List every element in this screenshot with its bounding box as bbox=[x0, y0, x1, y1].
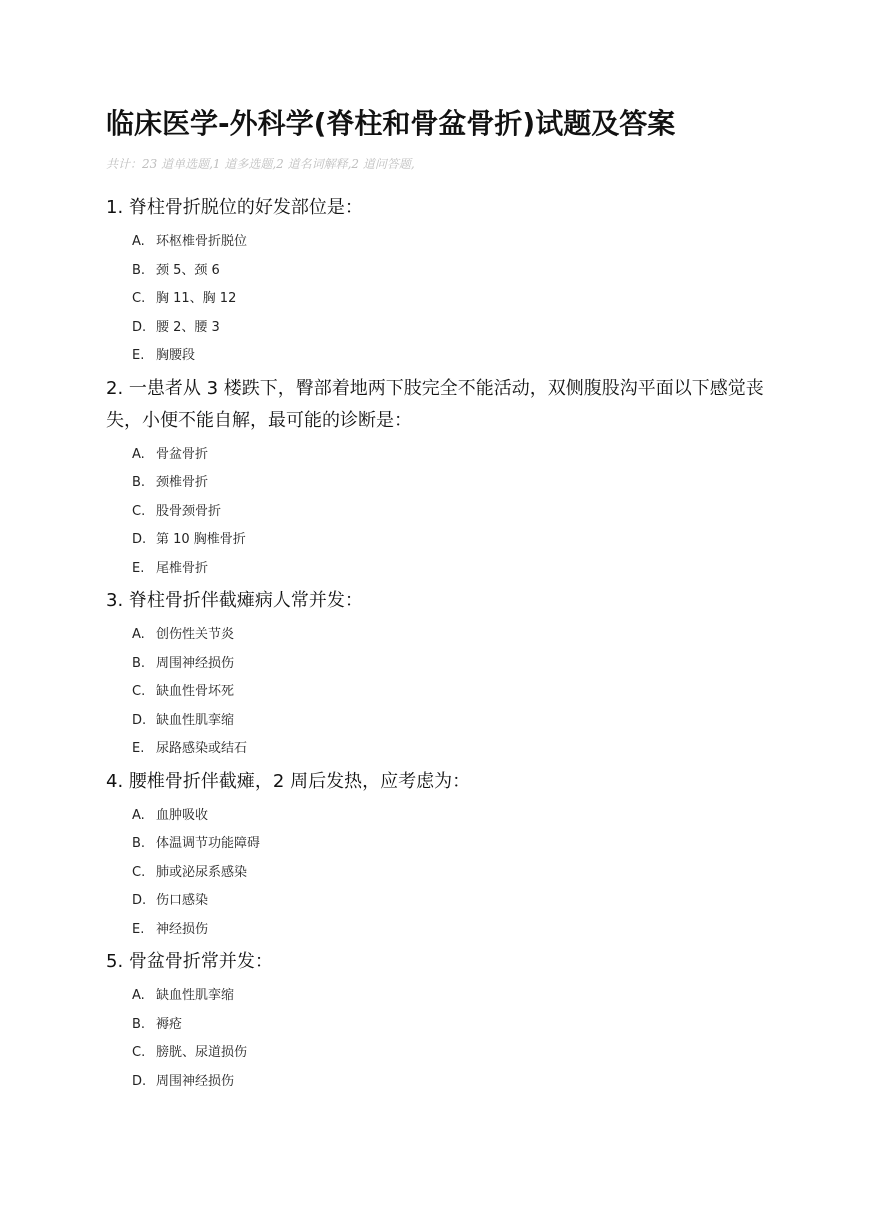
option-letter: B. bbox=[132, 475, 146, 490]
option-list bbox=[106, 228, 786, 371]
option-letter: D. bbox=[132, 1073, 147, 1089]
option-item bbox=[106, 830, 786, 859]
option-letter: D. bbox=[132, 532, 147, 547]
option-item bbox=[106, 441, 786, 470]
option-item bbox=[106, 621, 786, 650]
option-letter: D. bbox=[132, 893, 147, 908]
option-letter: A. bbox=[132, 988, 145, 1003]
option-item bbox=[106, 526, 786, 555]
question-item bbox=[106, 373, 786, 584]
option-text: 血肿吸收 bbox=[156, 807, 209, 823]
option-letter: E. bbox=[132, 741, 145, 756]
option-text: 周围神经损伤 bbox=[156, 1073, 235, 1089]
option-text: 膀胱、尿道损伤 bbox=[156, 1045, 248, 1060]
option-list bbox=[106, 441, 786, 584]
option-letter: C. bbox=[132, 291, 146, 306]
option-letter: B. bbox=[132, 836, 146, 851]
option-letter: B. bbox=[132, 655, 146, 671]
option-letter: C. bbox=[132, 503, 146, 519]
option-letter: D. bbox=[132, 712, 147, 728]
option-item bbox=[106, 1039, 786, 1068]
page-title: 临床医学-外科学(脊柱和骨盆骨折)试题及答案 bbox=[106, 107, 676, 140]
option-item bbox=[106, 342, 786, 371]
option-text: 胸腰段 bbox=[156, 348, 196, 363]
option-item bbox=[106, 498, 786, 527]
option-text: 第 10 胸椎骨折 bbox=[156, 532, 246, 547]
option-item bbox=[106, 228, 786, 257]
option-letter: E. bbox=[132, 348, 145, 363]
option-text: 颈 5、颈 6 bbox=[156, 262, 220, 278]
option-item bbox=[106, 285, 786, 314]
question-item bbox=[106, 585, 786, 764]
option-text: 缺血性肌挛缩 bbox=[156, 988, 235, 1003]
question-stem: 2. 一患者从 3 楼跌下，臀部着地两下肢完全不能活动，双侧腹股沟平面以下感觉丧失，小便不能自解，最可能的诊断是： bbox=[106, 377, 764, 431]
document-page bbox=[106, 104, 786, 1096]
option-item bbox=[106, 887, 786, 916]
option-text: 颈椎骨折 bbox=[156, 475, 209, 490]
option-letter: A. bbox=[132, 446, 145, 462]
question-stem: 4. 腰椎骨折伴截瘫，2 周后发热，应考虑为： bbox=[106, 770, 471, 792]
option-item bbox=[106, 650, 786, 679]
option-text: 褥疮 bbox=[156, 1016, 183, 1032]
option-text: 创伤性关节炎 bbox=[156, 627, 235, 642]
question-count-summary: 共计：23 道单选题,1 道多选题,2 道名词解释,2 道问答题, bbox=[106, 157, 415, 171]
option-item bbox=[106, 678, 786, 707]
question-item bbox=[106, 946, 786, 1096]
option-text: 缺血性肌挛缩 bbox=[156, 712, 235, 728]
option-item bbox=[106, 1068, 786, 1097]
option-letter: C. bbox=[132, 1045, 146, 1060]
option-text: 腰 2、腰 3 bbox=[156, 319, 220, 335]
option-text: 体温调节功能障碍 bbox=[156, 836, 261, 851]
option-item bbox=[106, 707, 786, 736]
option-letter: E. bbox=[132, 921, 145, 937]
option-text: 肺或泌尿系感染 bbox=[156, 864, 248, 880]
option-text: 胸 11、胸 12 bbox=[156, 291, 237, 306]
option-item bbox=[106, 257, 786, 286]
option-letter: A. bbox=[132, 234, 145, 249]
option-item bbox=[106, 982, 786, 1011]
option-letter: D. bbox=[132, 319, 147, 335]
option-item bbox=[106, 469, 786, 498]
option-item bbox=[106, 314, 786, 343]
question-stem: 1. 脊柱骨折脱位的好发部位是： bbox=[106, 197, 363, 218]
option-letter: A. bbox=[132, 807, 145, 823]
option-text: 缺血性骨坏死 bbox=[156, 684, 235, 699]
option-letter: B. bbox=[132, 1016, 146, 1032]
option-text: 尿路感染或结石 bbox=[156, 741, 248, 756]
option-letter: B. bbox=[132, 262, 146, 278]
option-letter: A. bbox=[132, 627, 145, 642]
option-text: 伤口感染 bbox=[156, 893, 209, 908]
option-item bbox=[106, 916, 786, 945]
option-item bbox=[106, 735, 786, 764]
option-letter: E. bbox=[132, 560, 145, 576]
option-item bbox=[106, 802, 786, 831]
option-letter: C. bbox=[132, 684, 146, 699]
option-list bbox=[106, 802, 786, 945]
question-stem: 3. 脊柱骨折伴截瘫病人常并发： bbox=[106, 590, 363, 611]
option-list bbox=[106, 621, 786, 764]
question-item bbox=[106, 766, 786, 945]
option-list bbox=[106, 982, 786, 1096]
option-text: 骨盆骨折 bbox=[156, 446, 209, 462]
question-stem: 5. 骨盆骨折常并发： bbox=[106, 951, 273, 972]
option-text: 神经损伤 bbox=[156, 921, 209, 937]
option-item bbox=[106, 1011, 786, 1040]
question-item bbox=[106, 192, 786, 371]
option-text: 股骨颈骨折 bbox=[156, 503, 222, 519]
option-letter: C. bbox=[132, 864, 146, 880]
option-text: 环枢椎骨折脱位 bbox=[156, 234, 248, 249]
option-text: 周围神经损伤 bbox=[156, 655, 235, 671]
option-item bbox=[106, 555, 786, 584]
option-text: 尾椎骨折 bbox=[156, 560, 209, 576]
option-item bbox=[106, 859, 786, 888]
